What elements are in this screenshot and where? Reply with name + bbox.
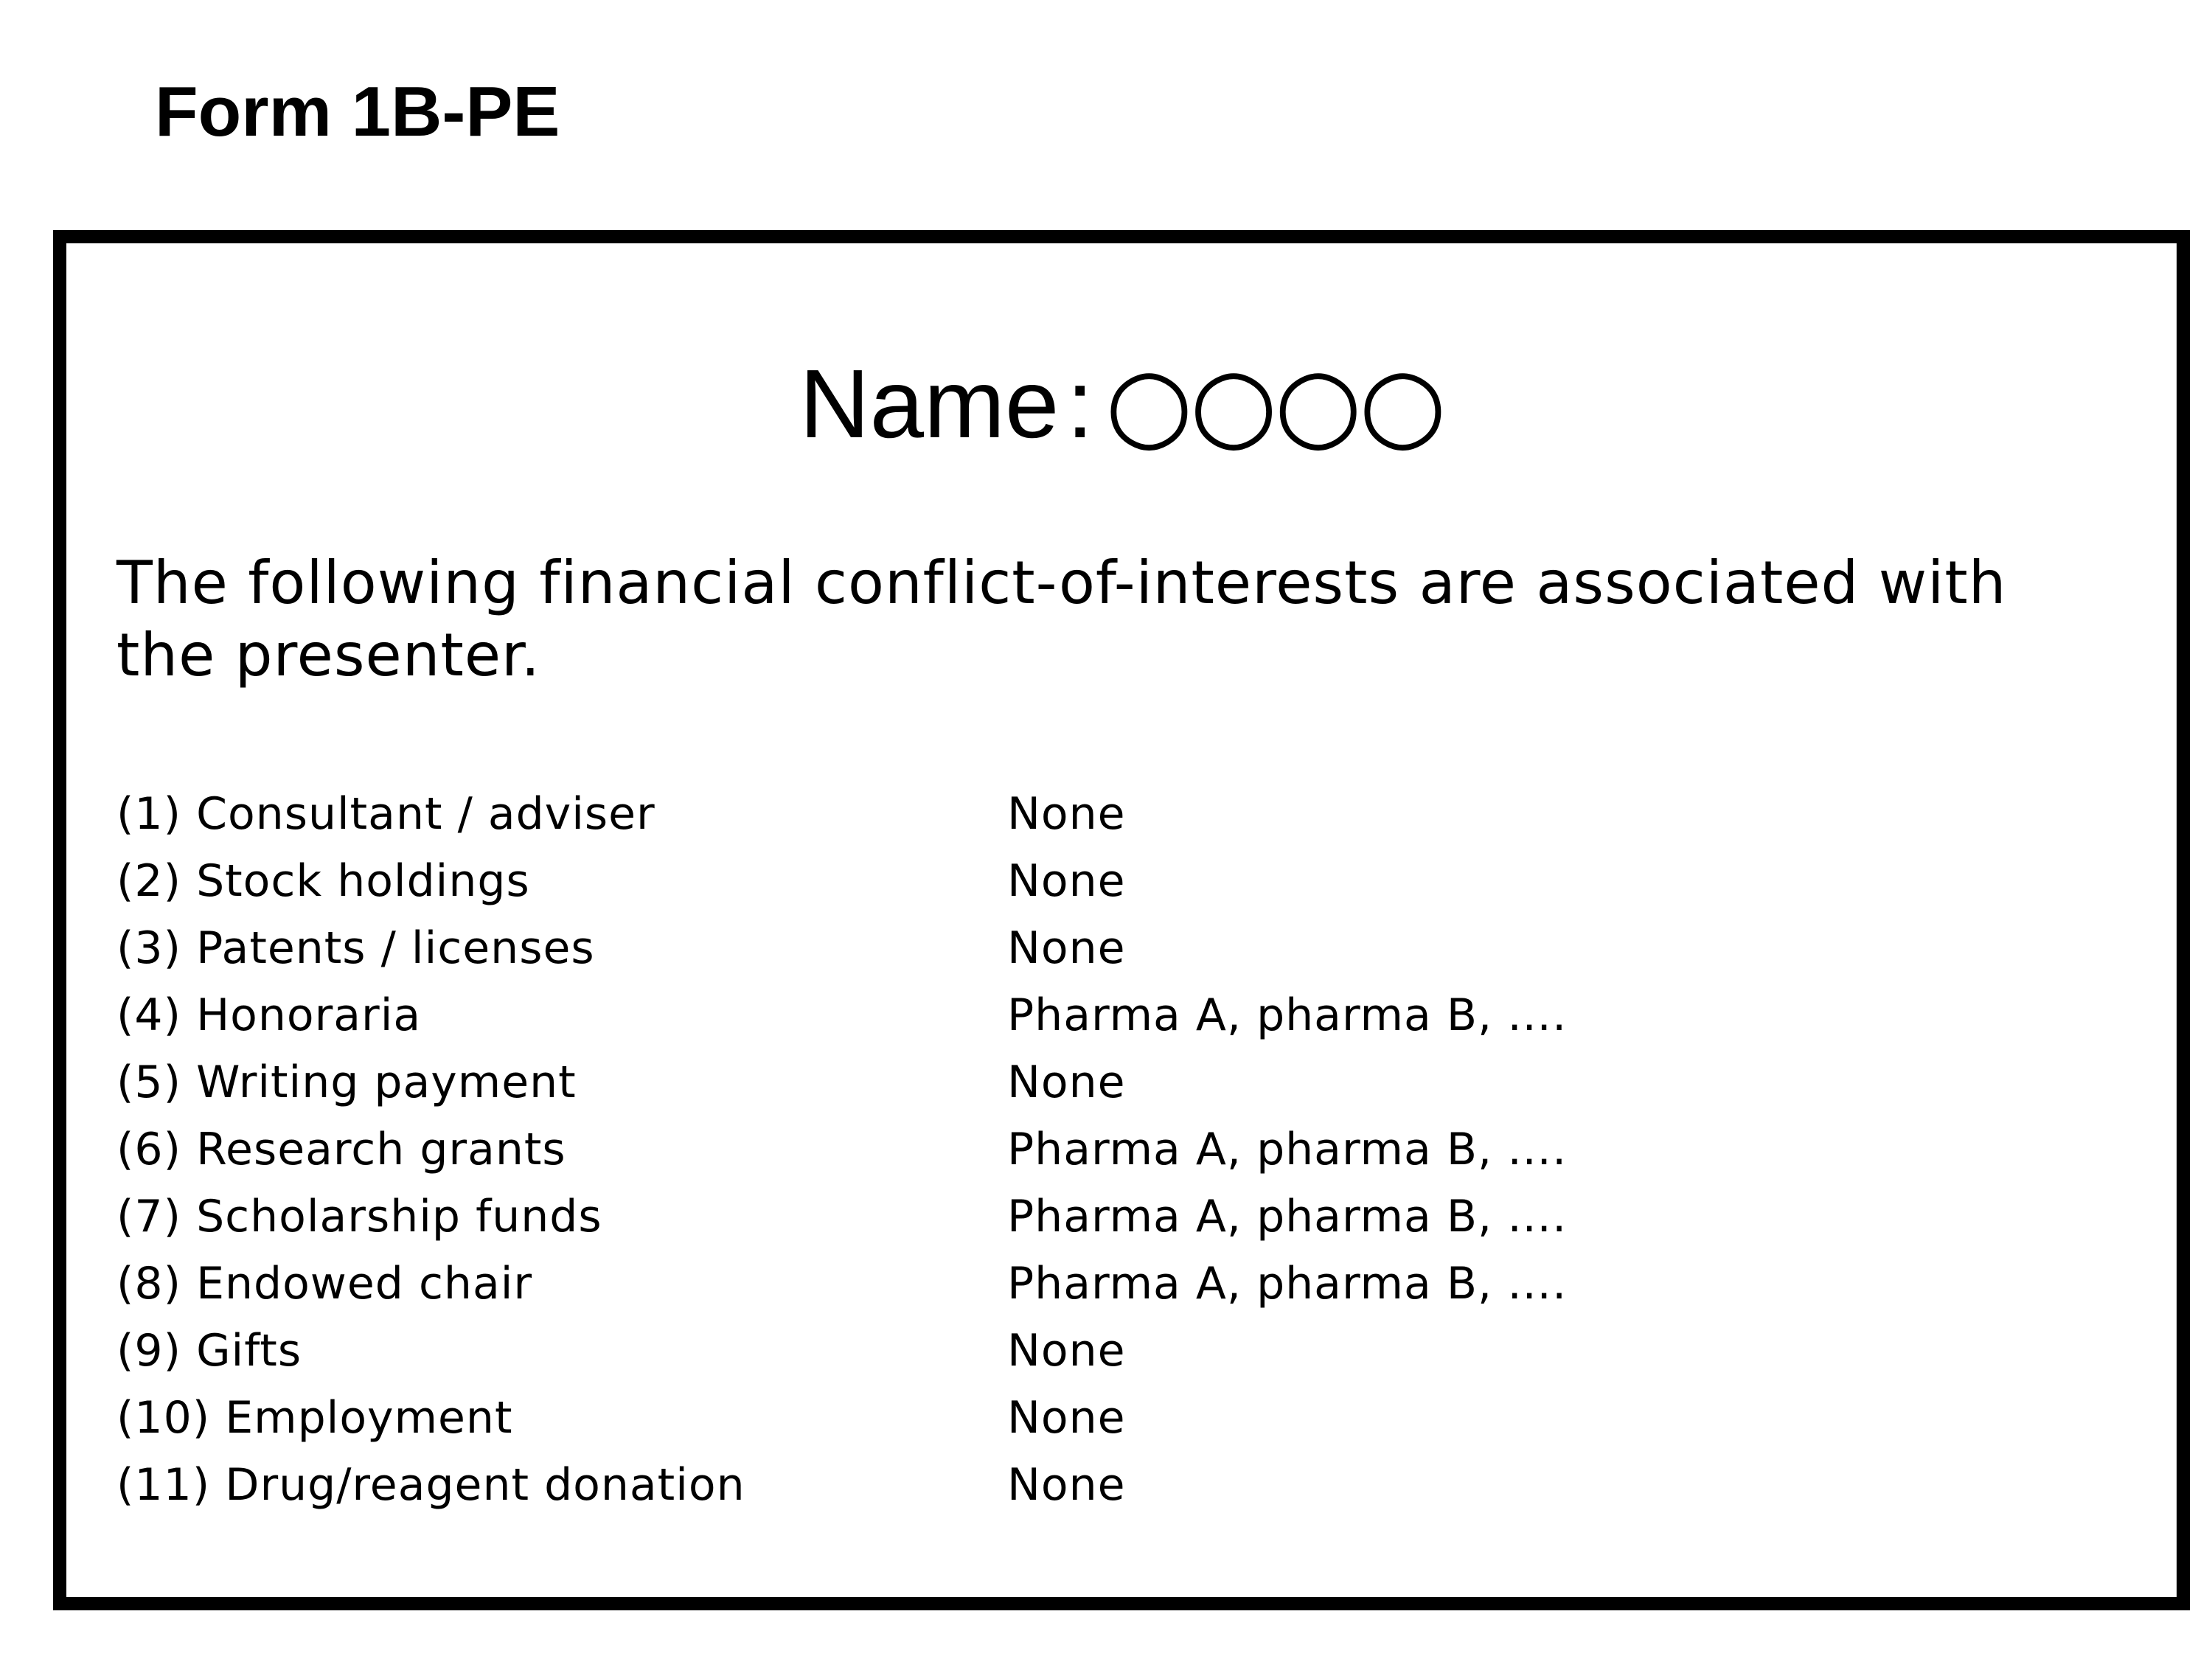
disclosure-frame (53, 230, 2190, 1610)
coi-item-writing (116, 1048, 1567, 1116)
coi-item-employment (116, 1384, 1567, 1451)
coi-status: None (1007, 922, 1126, 974)
coi-item-scholarship (116, 1183, 1567, 1250)
coi-status: None (1007, 855, 1126, 907)
coi-status: None (1007, 1056, 1126, 1108)
presenter-name-line (66, 345, 2177, 463)
coi-category: (5) Writing payment (116, 1056, 577, 1108)
coi-category: (8) Endowed chair (116, 1257, 533, 1310)
coi-status: None (1007, 1324, 1126, 1377)
coi-status: Pharma A, pharma B, …. (1007, 1190, 1568, 1242)
coi-category: (10) Employment (116, 1391, 513, 1444)
coi-category: (7) Scholarship funds (116, 1190, 602, 1242)
coi-category: (1) Consultant / adviser (116, 787, 655, 840)
coi-status: Pharma A, pharma B, …. (1007, 1123, 1568, 1175)
form-title: Form 1B-PE (155, 72, 560, 151)
coi-category: (11) Drug/reagent donation (116, 1458, 745, 1511)
coi-category: (4) Honoraria (116, 989, 422, 1041)
coi-status: None (1007, 787, 1126, 840)
coi-category: (2) Stock holdings (116, 855, 530, 907)
coi-category: (6) Research grants (116, 1123, 566, 1175)
coi-status: None (1007, 1391, 1126, 1444)
coi-category: (9) Gifts (116, 1324, 302, 1377)
name-separator: : (1066, 349, 1094, 458)
intro-statement: The following financial conflict-of-interests are associated with the presenter. (116, 549, 2007, 689)
coi-list (116, 780, 1567, 1518)
coi-status: None (1007, 1458, 1126, 1511)
coi-item-consultant (116, 780, 1567, 847)
coi-category: (3) Patents / licenses (116, 922, 595, 974)
coi-item-stock (116, 847, 1567, 914)
coi-item-gifts (116, 1317, 1567, 1384)
coi-status: Pharma A, pharma B, …. (1007, 1257, 1568, 1310)
name-value: ○○○○ (1105, 346, 1444, 462)
coi-item-research (116, 1116, 1567, 1183)
coi-item-honoraria (116, 981, 1567, 1048)
name-label: Name (799, 349, 1060, 458)
coi-item-endowed (116, 1250, 1567, 1317)
coi-status: Pharma A, pharma B, …. (1007, 989, 1568, 1041)
coi-item-donation (116, 1451, 1567, 1518)
coi-item-patents (116, 914, 1567, 981)
